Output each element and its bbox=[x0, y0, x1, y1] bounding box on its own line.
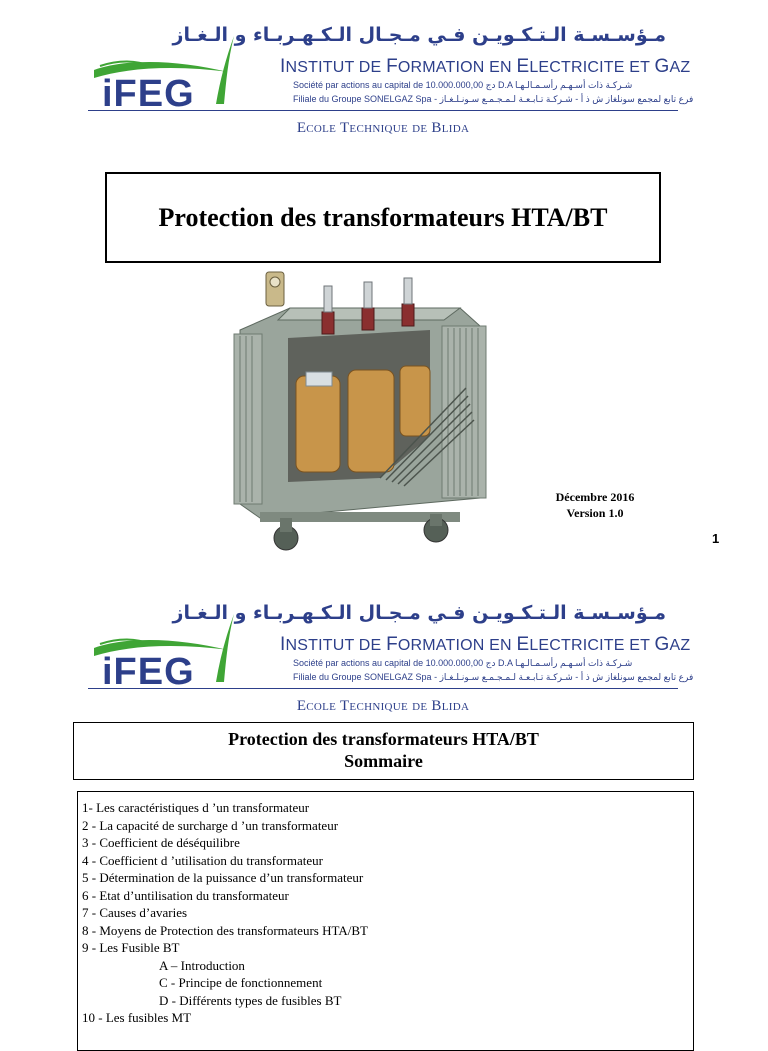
toc-item[interactable]: 6 - Etat d’untilisation du transformateur bbox=[82, 887, 289, 903]
institute-name: INSTITUT DE FORMATION EN ELECTRICITE ET GAZ bbox=[280, 56, 691, 77]
date-version-block bbox=[534, 489, 656, 521]
group-line: Filiale du Groupe SONELGAZ Spa - فرع تابع لمجمع سونلغاز ش ذ أ - شـركـة تـابـعـة لـمـجـمـع سـونـلـغـاز bbox=[293, 672, 694, 682]
toc-item[interactable]: A – Introduction bbox=[159, 957, 245, 973]
toc-item[interactable]: 2 - La capacité de surcharge d ’un transformateur bbox=[82, 817, 339, 833]
school-name: Ecole Technique de Blida bbox=[296, 120, 470, 136]
school-name: Ecole Technique de Blida bbox=[296, 698, 470, 714]
table-of-contents bbox=[77, 791, 694, 1051]
group-line: Filiale du Groupe SONELGAZ Spa - فرع تابع لمجمع سونلغاز ش ذ أ - شـركـة تـابـعـة لـمـجـمـع سـونـلـغـاز bbox=[293, 94, 694, 104]
toc-item[interactable]: 3 - Coefficient de déséquilibre bbox=[82, 835, 240, 850]
summary-doc-title: Protection des transformateurs HTA/BT bbox=[228, 729, 539, 749]
version-label: Version 1.0 bbox=[566, 506, 624, 520]
institute-name: INSTITUT DE FORMATION EN ELECTRICITE ET GAZ bbox=[280, 634, 691, 655]
header-divider bbox=[88, 110, 678, 111]
capital-line: Société par actions au capital de دج 10.000.000,00 D.A شـركـة ذات أسـهـم رأسـمـالـهـا bbox=[293, 658, 633, 668]
publication-date: Décembre 2016 bbox=[555, 490, 635, 504]
toc-item[interactable]: 5 - Détermination de la puissance d’un transformateur bbox=[82, 870, 364, 885]
toc-item[interactable]: 7 - Causes d’avaries bbox=[82, 905, 188, 920]
arabic-institute-name: مـؤسـسـة الـتـكـويـن فـي مـجـال الـكـهـربـاء و الـغـاز bbox=[172, 602, 666, 624]
arabic-institute-name: مـؤسـسـة الـتـكـويـن فـي مـجـال الـكـهـربـاء و الـغـاز bbox=[172, 24, 666, 46]
toc-item[interactable]: 10 - Les fusibles MT bbox=[82, 1010, 192, 1025]
toc-item[interactable]: 8 - Moyens de Protection des transformateurs HTA/BT bbox=[82, 922, 368, 938]
summary-heading: Sommaire bbox=[344, 751, 423, 771]
institute-header-page2 bbox=[88, 600, 694, 714]
page-number: 1 bbox=[712, 531, 720, 546]
header-divider bbox=[88, 688, 678, 689]
svg-text:iFEG: iFEG bbox=[102, 651, 195, 688]
capital-line: Société par actions au capital de دج 10.000.000,00 D.A شـركـة ذات أسـهـم رأسـمـالـهـا bbox=[293, 80, 633, 90]
toc-item[interactable]: 4 - Coefficient d ’utilisation du transformateur bbox=[82, 852, 323, 868]
svg-text:iFEG: iFEG bbox=[102, 73, 195, 110]
document-title: Protection des transformateurs HTA/BT bbox=[105, 172, 661, 263]
institute-header bbox=[88, 22, 694, 136]
toc-item[interactable]: C - Principe de fonctionnement bbox=[159, 975, 323, 990]
toc-item[interactable]: 9 - Les Fusible BT bbox=[82, 940, 180, 955]
toc-item[interactable]: 1- Les caractéristiques d ’un transformateur bbox=[82, 800, 310, 815]
transformer-illustration bbox=[230, 268, 492, 560]
summary-title-box bbox=[73, 722, 694, 780]
toc-item[interactable]: D - Différents types de fusibles BT bbox=[159, 992, 342, 1008]
